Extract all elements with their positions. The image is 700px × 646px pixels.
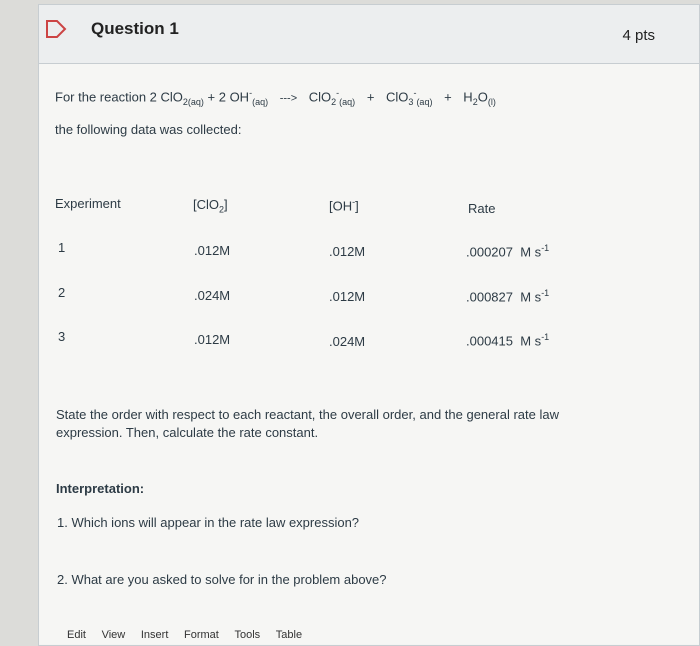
header-clo2 [193, 197, 228, 215]
hdr-text: ] [355, 198, 359, 214]
menu-view[interactable]: View [101, 629, 126, 641]
row1-rate [466, 243, 549, 259]
flag-question-icon[interactable] [45, 19, 69, 39]
question-points: 4 pts [622, 27, 655, 44]
eq-arrow: ---> [279, 92, 298, 105]
row2-experiment: 2 [58, 285, 66, 300]
eq-sub: (aq) [416, 96, 433, 107]
eq-sub: 2 [331, 96, 337, 107]
menu-format[interactable]: Format [184, 629, 219, 641]
question-prompt: State the order with respect to each reactant, the overall order, and the general rate law expression. Then, calculate the rate constant. [56, 407, 559, 440]
menu-tools[interactable]: Tools [234, 629, 261, 641]
header-rate: Rate [468, 201, 496, 216]
rate-exp: -1 [541, 243, 550, 253]
rate-value: .000415 [466, 333, 513, 349]
row3-rate [466, 332, 549, 348]
rate-value: .000827 [466, 289, 513, 305]
eq-sup: - [249, 88, 253, 98]
reaction-equation [55, 88, 496, 107]
menu-edit[interactable]: Edit [67, 629, 86, 641]
header-experiment: Experiment [55, 196, 121, 211]
interpretation-q2: 2. What are you asked to solve for in the problem above? [57, 572, 387, 587]
rate-exp: -1 [541, 288, 550, 298]
row1-clo2: .012M [194, 243, 231, 258]
eq-sub: (aq) [339, 96, 356, 107]
eq-sub: 2 [472, 96, 478, 107]
eq-sub: 3 [408, 96, 414, 107]
eq-sub: (aq) [252, 96, 269, 107]
intro-text: the following data was collected: [55, 122, 242, 137]
eq-sup: - [413, 88, 417, 98]
eq-text: H [463, 89, 473, 105]
rate-unit: M s [520, 289, 542, 305]
eq-text: ClO [308, 89, 332, 105]
hdr-text: [ClO [193, 197, 219, 212]
hdr-sub: 2 [219, 204, 225, 215]
row3-oh: .024M [329, 334, 366, 349]
question-body [39, 64, 699, 644]
row3-clo2: .012M [194, 332, 231, 347]
question-card [38, 4, 700, 646]
rate-unit: M s [520, 333, 542, 349]
row1-oh: .012M [329, 244, 366, 259]
rate-value: .000207 [466, 244, 513, 260]
hdr-text: [OH [329, 198, 353, 214]
row2-oh: .012M [329, 289, 366, 304]
row2-rate [466, 288, 549, 304]
row1-experiment: 1 [58, 240, 66, 255]
rate-unit: M s [520, 244, 542, 260]
eq-text: For the reaction 2 ClO [55, 89, 183, 105]
eq-text: + [444, 89, 452, 105]
eq-text: ClO [386, 89, 409, 105]
row2-clo2: .024M [194, 288, 231, 303]
hdr-sup: - [352, 197, 356, 207]
question-title: Question 1 [91, 19, 179, 38]
eq-text: + [366, 89, 375, 105]
row3-experiment: 3 [58, 329, 66, 344]
eq-sub: (l) [487, 96, 496, 107]
hdr-text: ] [224, 197, 228, 212]
header-oh [329, 197, 359, 213]
eq-text: + 2 OH [203, 89, 250, 105]
eq-sub: 2(aq) [182, 96, 204, 107]
eq-sup: - [336, 88, 340, 98]
question-header [39, 5, 699, 64]
interpretation-heading: Interpretation: [56, 481, 145, 496]
menu-table[interactable]: Table [275, 629, 303, 641]
rate-exp: -1 [541, 332, 550, 342]
eq-text: O [477, 89, 488, 105]
menu-insert[interactable]: Insert [140, 629, 169, 641]
interpretation-q1: 1. Which ions will appear in the rate law expression? [57, 515, 360, 530]
editor-menubar [67, 626, 314, 641]
